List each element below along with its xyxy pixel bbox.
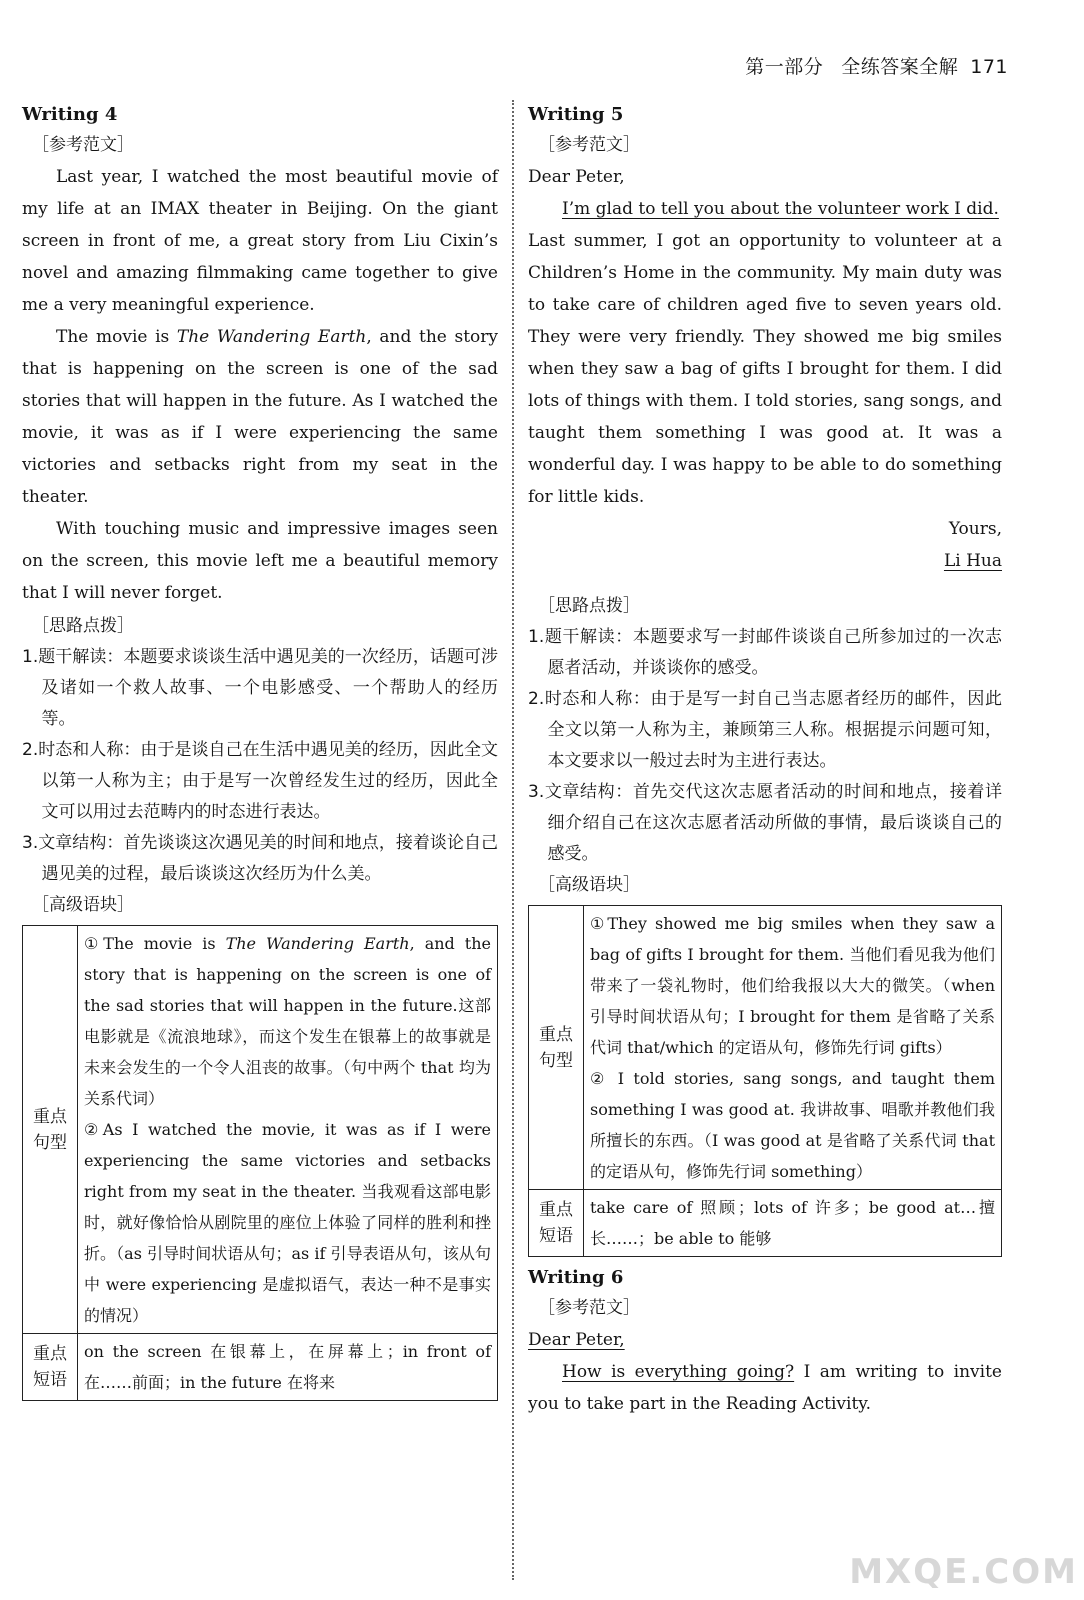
- page-header: [745, 52, 1008, 79]
- writing5-greeting: Dear Peter,: [528, 167, 625, 187]
- writing4-thinking-3: 3.文章结构：首先谈谈这次遇见美的时间和地点，接着谈论自己遇见美的过程，最后谈谈这次经历为什么美。: [22, 833, 498, 884]
- writing5-chunk-table: [528, 905, 1002, 1257]
- writing5-model-tag: ［参考范文］: [538, 135, 640, 155]
- key-sentences-label: 重点句型: [23, 926, 78, 1334]
- key-sentence-1: ①They showed me big smiles when they saw a bag of gifts I brought for them. 当他们看见我为他们带来了一袋礼物时，他们给我报以大大的微笑。（when 引导时间状语从句；I brought for them 是省略了关系代词 that/which 的定语从句，修饰先行词 gifts）: [590, 914, 995, 1057]
- writing5-signature: Li Hua: [943, 551, 1002, 571]
- right-column: [528, 100, 1002, 1420]
- writing5-thinking-tag: ［思路点拨］: [538, 596, 640, 616]
- key-sentences-cell: [78, 926, 498, 1334]
- writing4-paragraph-3: With touching music and impressive images seen on the screen, this movie left me a beautiful memory that I will never forget.: [22, 519, 498, 603]
- header-title: 全练答案全解: [841, 56, 959, 78]
- left-column: [22, 100, 498, 1401]
- writing6-model-tag: ［参考范文］: [538, 1298, 640, 1318]
- writing5-thinking-3: 3.文章结构：首先交代这次志愿者活动的时间和地点，接着详细介绍自己在这次志愿者活动所做的事情，最后谈谈自己的感受。: [528, 782, 1002, 864]
- key-sentences-cell: [584, 906, 1002, 1190]
- column-divider: [512, 100, 514, 1580]
- key-phrases-cell: on the screen 在银幕上，在屏幕上；in front of 在……前面；in the future 在将来: [78, 1334, 498, 1401]
- writing4-paragraph-1: Last year, I watched the most beautiful movie of my life at an IMAX theater in Beijing. On the giant screen in front of me, a great story from Liu Cixin’s novel and amazing filmmaking came together to give me a very meaningful experience.: [22, 167, 498, 315]
- key-sentence-1: ①The movie is The Wandering Earth, and the story that is happening on the screen is one of the sad stories that will happen in the future.这部电影就是《流浪地球》，而这个发生在银幕上的故事就是未来会发生的一个令人沮丧的故事。（句中两个 that 均为关系代词）: [84, 934, 491, 1108]
- writing4-chunk-table: [22, 925, 498, 1401]
- key-sentence-2: ②As I watched the movie, it was as if I were experiencing the same victories and setbacks right from my seat in the theater. 当我观看这部电影时，就好像恰恰从剧院里的座位上体验了同样的胜利和挫折。（as 引导时间状语从句；as if 引导表语从句，该从句中 were experiencing 是虚拟语气，表达一种不是事实的情况）: [84, 1120, 491, 1325]
- writing4-thinking-tag: ［思路点拨］: [32, 616, 134, 636]
- watermark-logo: MXQE.COM: [849, 1552, 1078, 1592]
- writing4-advanced-tag: ［高级语块］: [32, 895, 134, 915]
- key-sentences-label: 重点句型: [529, 906, 584, 1190]
- writing6-body: How is everything going? I am writing to invite you to take part in the Reading Activity.: [528, 1362, 1002, 1414]
- writing5-advanced-tag: ［高级语块］: [538, 875, 640, 895]
- page-number: 171: [970, 56, 1008, 78]
- section-label: 第一部分: [745, 56, 824, 78]
- writing6-greeting: Dear Peter,: [528, 1330, 625, 1350]
- writing5-title: Writing 5: [528, 104, 624, 125]
- writing4-model-tag: ［参考范文］: [32, 135, 134, 155]
- writing5-thinking-1: 1.题干解读：本题要求写一封邮件谈谈自己所参加过的一次志愿者活动，并谈谈你的感受。: [528, 627, 1002, 678]
- writing4-thinking-1: 1.题干解读：本题要求谈谈生活中遇见美的一次经历，话题可涉及诸如一个救人故事、一个电影感受、一个帮助人的经历等。: [22, 647, 498, 729]
- writing5-first-sentence: I’m glad to tell you about the volunteer work I did.: [562, 199, 999, 219]
- writing5-closing: Yours,: [948, 519, 1002, 539]
- key-sentence-2: ② I told stories, sang songs, and taught them something I was good at. 我讲故事、唱歌并教他们我所擅长的东西。（I was good at 是省略了关系代词 that 的定语从句，修饰先行词 something）: [590, 1069, 995, 1181]
- writing4-paragraph-2: The movie is The Wandering Earth, and the story that is happening on the screen is one of the sad stories that will happen in the future. As I watched the movie, it was as if I were experiencing the same victories and setbacks right from my seat in the theater.: [22, 327, 498, 507]
- writing6-title: Writing 6: [528, 1267, 624, 1288]
- key-phrases-cell: take care of 照顾；lots of 许多；be good at…擅长……；be able to 能够: [584, 1190, 1002, 1257]
- writing5-body: Last summer, I got an opportunity to volunteer at a Children’s Home in the community. My main duty was to take care of children aged five to seven years old. They were very friendly. They showed me big smiles when they saw a bag of gifts I brought for them. I did lots of things with them. I told stories, sang songs, and taught them something I was good at. It was a wonderful day. I was happy to be able to do something for little kids.: [528, 231, 1002, 507]
- writing4-title: Writing 4: [22, 104, 118, 125]
- writing5-thinking-2: 2.时态和人称：由于是写一封自己当志愿者经历的邮件，因此全文以第一人称为主，兼顾第三人称。根据提示问题可知，本文要求以一般过去时为主进行表达。: [528, 689, 1002, 771]
- key-phrases-label: 重点短语: [529, 1190, 584, 1257]
- key-phrases-label: 重点短语: [23, 1334, 78, 1401]
- writing4-thinking-2: 2.时态和人称：由于是谈自己在生活中遇见美的经历，因此全文以第一人称为主；由于是写一次曾经发生过的经历，因此全文可以用过去范畴内的时态进行表达。: [22, 740, 498, 822]
